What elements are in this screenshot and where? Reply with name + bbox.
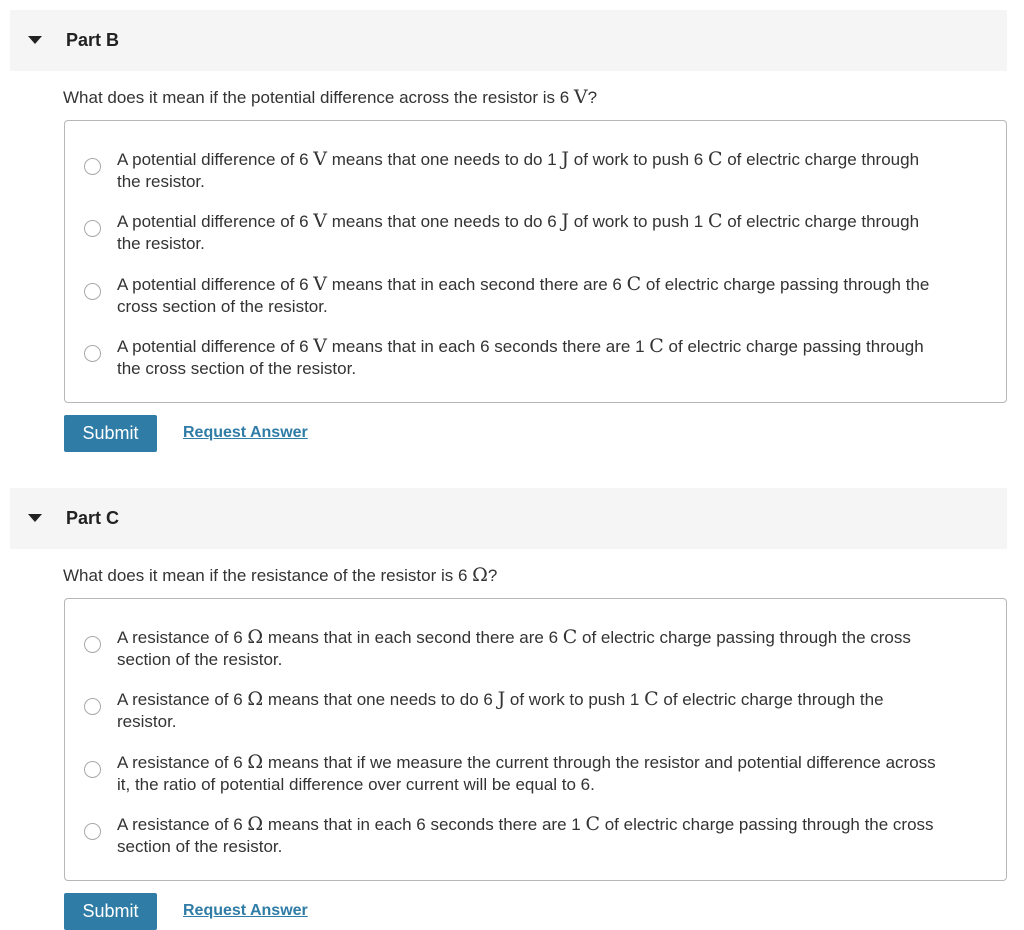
option-text-segment: A potential difference of 6 xyxy=(117,275,314,294)
option-text-segment: A resistance of 6 xyxy=(117,690,248,709)
math-symbol: C xyxy=(644,688,659,710)
option-text-segment: of work to push 1 xyxy=(505,690,645,709)
option-text: A potential difference of 6 V means that in each 6 seconds there are 1 C of electric charge passing through the cross section of the resistor. xyxy=(117,335,924,378)
option-text-segment: means that in each second there are 6 xyxy=(327,275,627,294)
math-symbol: J xyxy=(561,148,570,170)
answer-option[interactable] xyxy=(65,273,1006,325)
request-answer-link[interactable]: Request Answer xyxy=(183,424,308,441)
option-text-segment: of electric charge passing through the xyxy=(641,275,930,294)
submit-button[interactable]: Submit xyxy=(64,893,157,930)
option-text-segment: A resistance of 6 xyxy=(117,815,248,834)
math-symbol: Ω xyxy=(247,688,264,710)
answer-option[interactable] xyxy=(65,210,1006,262)
part-b-header[interactable] xyxy=(10,10,1007,71)
option-text-segment: of work to push 6 xyxy=(569,150,708,169)
math-symbol: V xyxy=(313,148,328,170)
option-text-segment: means that one needs to do 6 xyxy=(263,690,498,709)
math-symbol: C xyxy=(585,813,600,835)
option-text-segment: of electric charge passing through the cross xyxy=(599,815,934,834)
math-symbol: V xyxy=(313,273,328,295)
answer-option[interactable] xyxy=(65,751,1006,803)
submit-button[interactable]: Submit xyxy=(64,415,157,452)
part-title: Part C xyxy=(66,508,120,528)
answer-option[interactable] xyxy=(65,335,1006,387)
part-c-header[interactable] xyxy=(10,488,1007,549)
option-text: A resistance of 6 Ω means that if we measure the current through the resistor and potential difference across it, the ratio of potential difference over current will be equal to 6. xyxy=(117,751,936,794)
math-symbol: C xyxy=(626,273,642,295)
answer-option[interactable] xyxy=(65,148,1006,200)
option-text-segment: of electric charge passing through the cross xyxy=(577,628,911,647)
radio-button[interactable] xyxy=(84,698,101,715)
radio-button[interactable] xyxy=(84,823,101,840)
math-symbol: C xyxy=(562,626,578,648)
option-text-segment: means that in each second there are 6 xyxy=(263,628,563,647)
option-text-segment: of electric charge through xyxy=(722,212,920,231)
radio-button[interactable] xyxy=(84,283,101,300)
collapse-caret-icon[interactable] xyxy=(28,36,42,44)
option-text-segment: means that in each 6 seconds there are 1 xyxy=(327,337,650,356)
math-symbol: J xyxy=(497,688,506,710)
question-text: What does it mean if the resistance of the resistor is 6 Ω? xyxy=(63,564,498,586)
math-symbol: C xyxy=(707,148,723,170)
option-text-segment: A potential difference of 6 xyxy=(117,150,314,169)
option-text: A potential difference of 6 V means that one needs to do 1 J of work to push 6 C of electric charge through the resistor. xyxy=(117,148,920,191)
radio-button[interactable] xyxy=(84,636,101,653)
collapse-caret-icon[interactable] xyxy=(28,514,42,522)
option-text-segment: A potential difference of 6 xyxy=(117,337,314,356)
math-symbol: C xyxy=(707,210,723,232)
option-text-segment: means that if we measure the current through the resistor and potential difference across xyxy=(263,753,936,772)
radio-button[interactable] xyxy=(84,761,101,778)
option-text: A potential difference of 6 V means that in each second there are 6 C of electric charge passing through the cross section of the resistor. xyxy=(117,273,930,316)
math-symbol: Ω xyxy=(247,751,264,773)
option-text: A resistance of 6 Ω means that in each second there are 6 C of electric charge passing through the cross section of the resistor. xyxy=(117,626,911,669)
option-text-segment: means that one needs to do 1 xyxy=(327,150,562,169)
option-text-segment: of electric charge through the xyxy=(658,690,884,709)
option-text: A resistance of 6 Ω means that one needs to do 6 J of work to push 1 C of electric charge through the resistor. xyxy=(117,688,884,731)
math-symbol: Ω xyxy=(247,813,264,835)
part-title: Part B xyxy=(66,30,120,50)
option-text: A potential difference of 6 V means that one needs to do 6 J of work to push 1 C of electric charge through the resistor. xyxy=(117,210,920,253)
math-symbol: V xyxy=(313,335,328,357)
math-symbol: Ω xyxy=(247,626,264,648)
math-symbol: V xyxy=(313,210,328,232)
option-text-segment: of electric charge through xyxy=(722,150,920,169)
option-text-segment: A resistance of 6 xyxy=(117,753,248,772)
math-symbol: J xyxy=(561,210,570,232)
math-symbol: C xyxy=(649,335,664,357)
question-text: What does it mean if the potential difference across the resistor is 6 V? xyxy=(63,86,598,108)
answer-options xyxy=(64,120,1007,403)
option-text-segment: of work to push 1 xyxy=(569,212,708,231)
answer-option[interactable] xyxy=(65,688,1006,740)
answer-option[interactable] xyxy=(65,813,1006,865)
radio-button[interactable] xyxy=(84,345,101,362)
answer-option[interactable] xyxy=(65,626,1006,678)
request-answer-link[interactable]: Request Answer xyxy=(183,902,308,919)
radio-button[interactable] xyxy=(84,158,101,175)
option-text-segment: means that in each 6 seconds there are 1 xyxy=(263,815,586,834)
answer-options xyxy=(64,598,1007,881)
option-text-segment: of electric charge passing through xyxy=(663,337,924,356)
option-text-segment: A potential difference of 6 xyxy=(117,212,314,231)
radio-button[interactable] xyxy=(84,220,101,237)
option-text-segment: A resistance of 6 xyxy=(117,628,248,647)
option-text: A resistance of 6 Ω means that in each 6 seconds there are 1 C of electric charge passing through the cross section of the resistor. xyxy=(117,813,934,856)
option-text-segment: means that one needs to do 6 xyxy=(327,212,562,231)
